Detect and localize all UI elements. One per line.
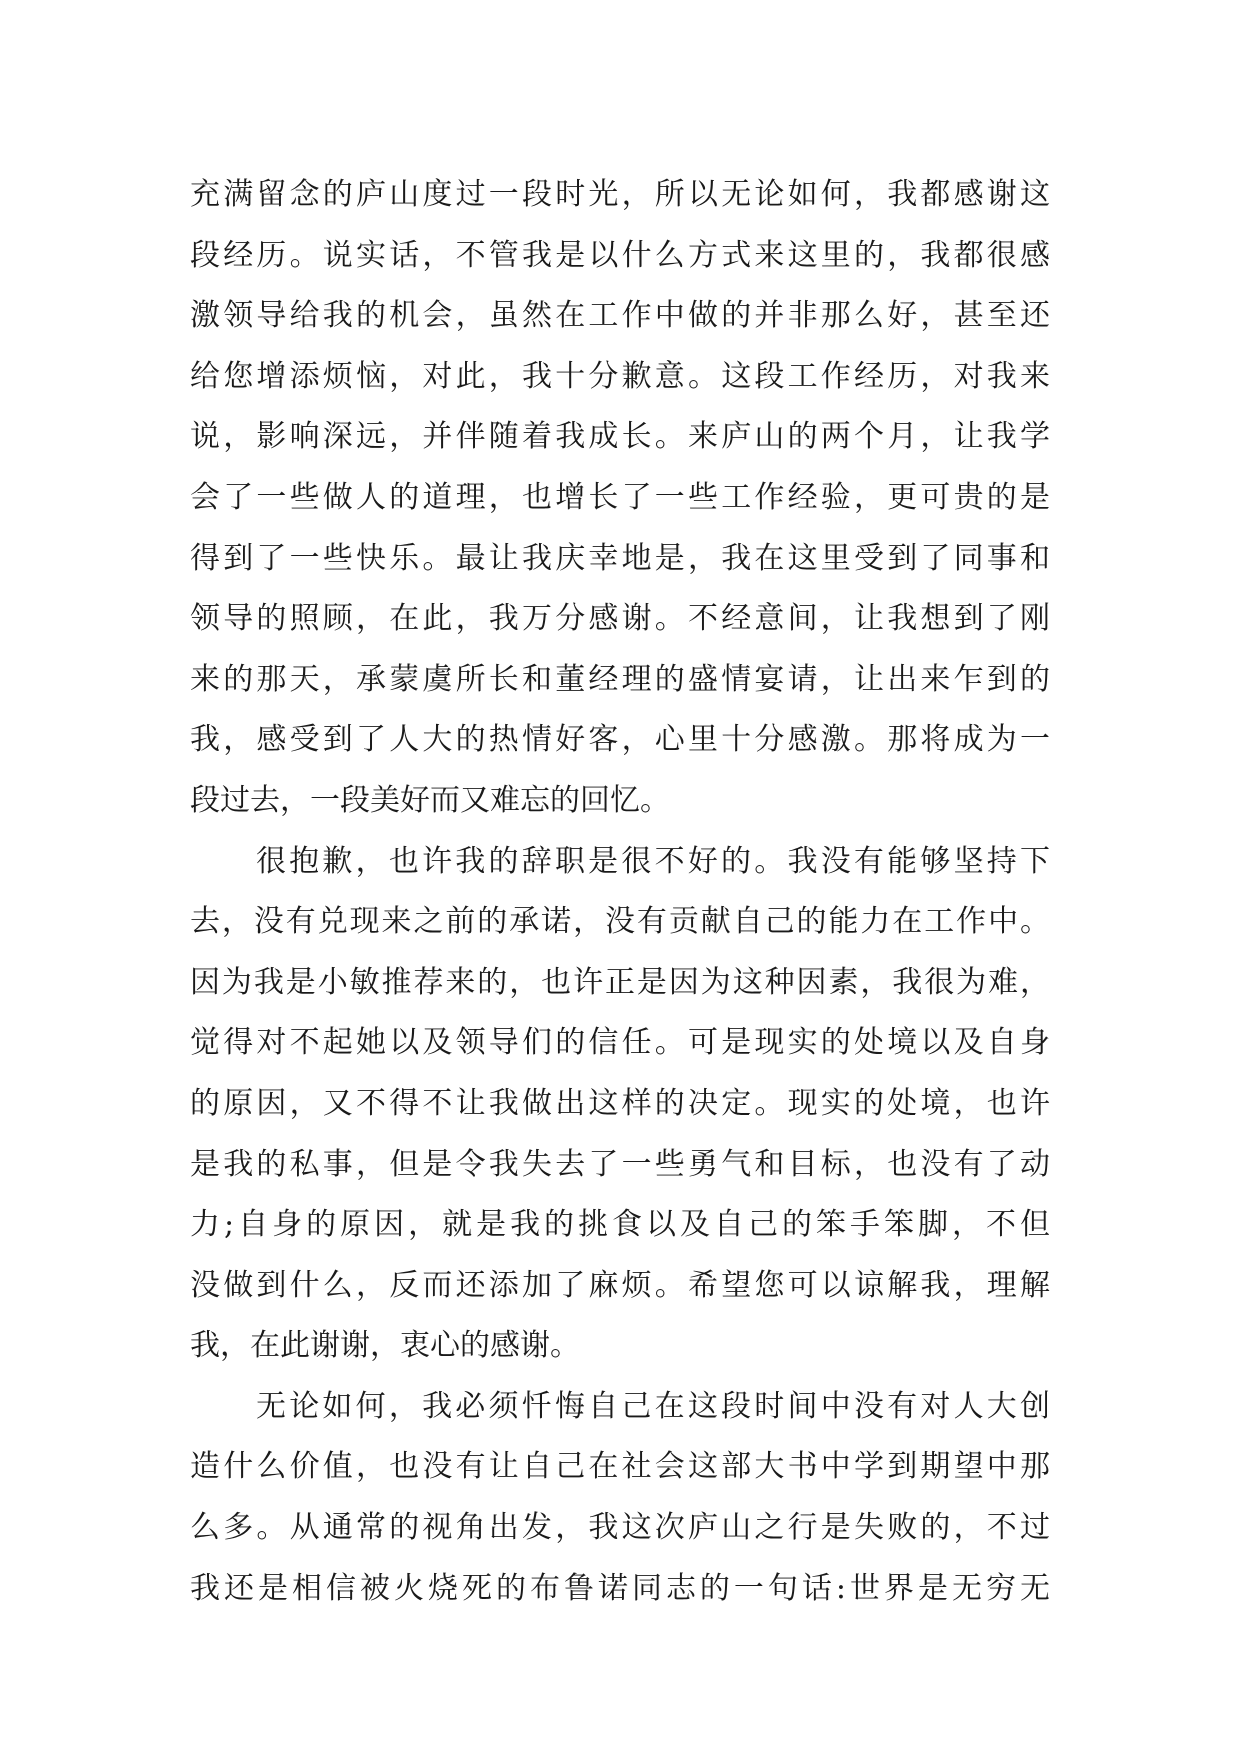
- text-line: 没做到什么，反而还添加了麻烦。希望您可以谅解我，理解: [190, 1267, 1050, 1303]
- text-line: 给您增添烦恼，对此，我十分歉意。这段工作经历，对我来: [190, 358, 1050, 394]
- text-line: 领导的照顾，在此，我万分感谢。不经意间，让我想到了刚: [190, 601, 1050, 637]
- text-line: 来的那天，承蒙虞所长和董经理的盛情宴请，让出来乍到的: [190, 661, 1050, 697]
- text-line: 激领导给我的机会，虽然在工作中做的并非那么好，甚至还: [190, 298, 1050, 334]
- text-line: 觉得对不起她以及领导们的信任。可是现实的处境以及自身: [190, 1025, 1050, 1061]
- text-line: 么多。从通常的视角出发，我这次庐山之行是失败的，不过: [190, 1510, 1050, 1546]
- text-line: 很抱歉，也许我的辞职是很不好的。我没有能够坚持下: [256, 843, 1050, 879]
- paragraph: [190, 832, 1050, 1377]
- text-line: 的原因，又不得不让我做出这样的决定。现实的处境，也许: [190, 1085, 1050, 1121]
- text-line: 是我的私事，但是令我失去了一些勇气和目标，也没有了动: [190, 1146, 1050, 1182]
- text-line: 力;自身的原因，就是我的挑食以及自己的笨手笨脚，不但: [190, 1207, 1050, 1243]
- text-line: 因为我是小敏推荐来的，也许正是因为这种因素，我很为难，: [190, 964, 1050, 1000]
- text-line: 会了一些做人的道理，也增长了一些工作经验，更可贵的是: [190, 479, 1050, 515]
- document-body: [190, 165, 1050, 1619]
- text-line: 造什么价值，也没有让自己在社会这部大书中学到期望中那: [190, 1449, 1050, 1485]
- text-line: 去，没有兑现来之前的承诺，没有贡献自己的能力在工作中。: [190, 904, 1050, 940]
- text-line: 我，感受到了人大的热情好客，心里十分感激。那将成为一: [190, 722, 1050, 758]
- text-line: 得到了一些快乐。最让我庆幸地是，我在这里受到了同事和: [190, 540, 1050, 576]
- text-line: 充满留念的庐山度过一段时光，所以无论如何，我都感谢这: [190, 177, 1050, 212]
- text-line: 无论如何，我必须忏悔自己在这段时间中没有对人大创: [256, 1388, 1050, 1424]
- paragraph: [190, 165, 1050, 832]
- text-line: 我，在此谢谢，衷心的感谢。: [190, 1328, 580, 1364]
- text-line: 段经历。说实话，不管我是以什么方式来这里的，我都很感: [190, 237, 1050, 273]
- paragraph: [190, 1377, 1050, 1619]
- text-line: 说，影响深远，并伴随着我成长。来庐山的两个月，让我学: [190, 419, 1050, 455]
- text-line: 段过去，一段美好而又难忘的回忆。: [190, 782, 670, 818]
- text-line: 我还是相信被火烧死的布鲁诺同志的一句话:世界是无穷无: [190, 1570, 1050, 1606]
